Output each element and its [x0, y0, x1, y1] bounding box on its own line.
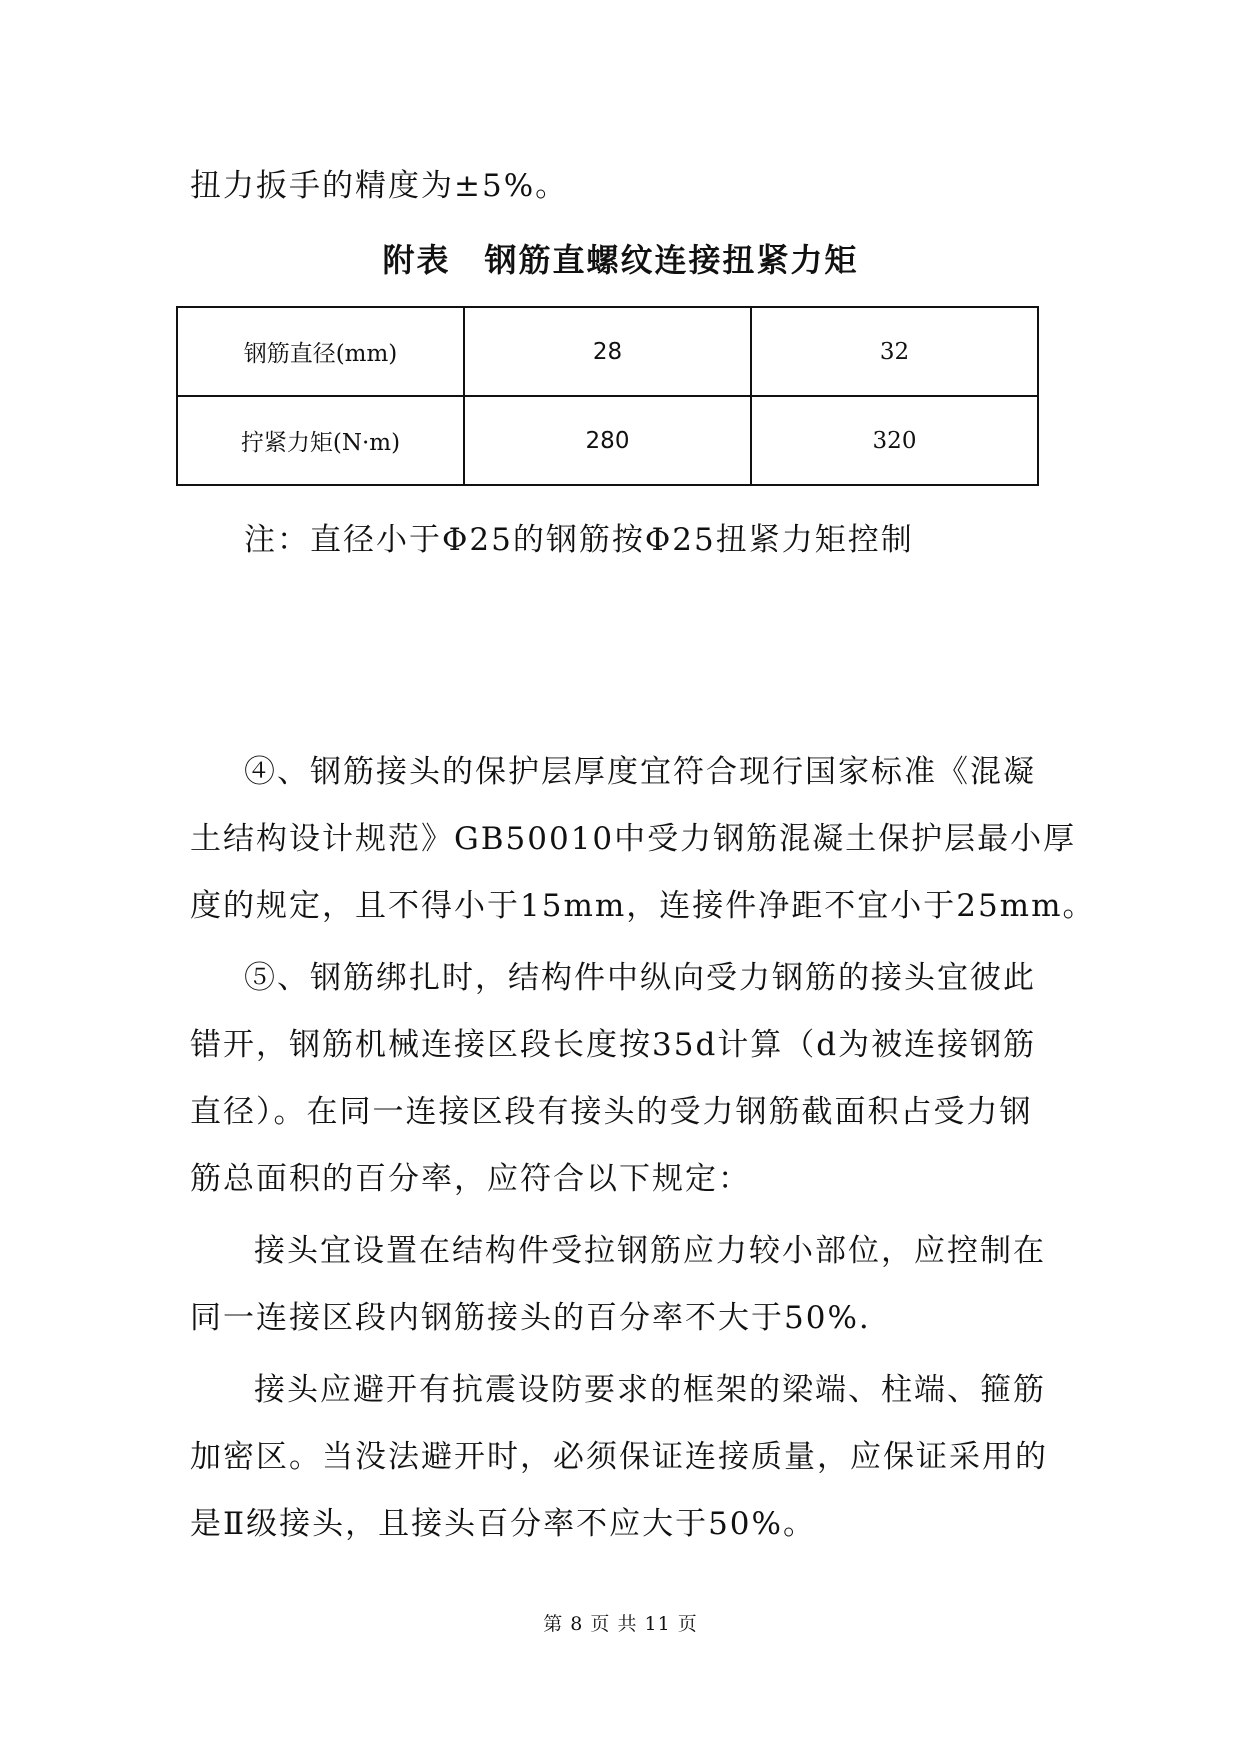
- p7-line-3: 是Ⅱ级接头，且接头百分率不应大于50%。: [190, 1506, 816, 1542]
- p5-line-4: 筋总面积的百分率，应符合以下规定：: [190, 1161, 751, 1197]
- p5-line-3: 直径）。在同一连接区段有接头的受力钢筋截面积占受力钢: [190, 1094, 1033, 1130]
- p4-line-2: 土结构设计规范》GB50010中受力钢筋混凝土保护层最小厚: [190, 821, 1077, 857]
- table-row: [177, 396, 1038, 485]
- table-note: 注：直径小于Φ25的钢筋按Φ25扭紧力矩控制: [244, 522, 914, 558]
- p5-line-1: ⑤、钢筋绑扎时，结构件中纵向受力钢筋的接头宜彼此: [244, 960, 1036, 996]
- row-label-torque: 拧紧力矩(N·m): [177, 396, 464, 485]
- p7-line-1: 接头应避开有抗震设防要求的框架的梁端、柱端、箍筋: [254, 1372, 1046, 1408]
- row-label-diameter: 钢筋直径(mm): [177, 307, 464, 396]
- table-title: 附表 钢筋直螺纹连接扭紧力矩: [382, 241, 859, 279]
- p7-line-2: 加密区。当没法避开时，必须保证连接质量，应保证采用的: [190, 1439, 1048, 1475]
- cell-diameter-32: 32: [751, 307, 1038, 396]
- torque-table: [176, 306, 1039, 486]
- p6-line-1: 接头宜设置在结构件受拉钢筋应力较小部位，应控制在: [254, 1233, 1046, 1269]
- cell-torque-280: 280: [464, 396, 751, 485]
- p4-line-1: ④、钢筋接头的保护层厚度宜符合现行国家标准《混凝: [244, 754, 1036, 790]
- intro-line: 扭力扳手的精度为±5%。: [190, 168, 569, 204]
- p6-line-2: 同一连接区段内钢筋接头的百分率不大于50%.: [190, 1300, 871, 1336]
- table-row: [177, 307, 1038, 396]
- page-footer: 第 8 页 共 11 页: [543, 1613, 698, 1635]
- cell-diameter-28: 28: [464, 307, 751, 396]
- p4-line-3: 度的规定，且不得小于15mm，连接件净距不宜小于25mm。: [190, 888, 1096, 924]
- p5-line-2: 错开，钢筋机械连接区段长度按35d计算（d为被连接钢筋: [190, 1027, 1037, 1063]
- cell-torque-320: 320: [751, 396, 1038, 485]
